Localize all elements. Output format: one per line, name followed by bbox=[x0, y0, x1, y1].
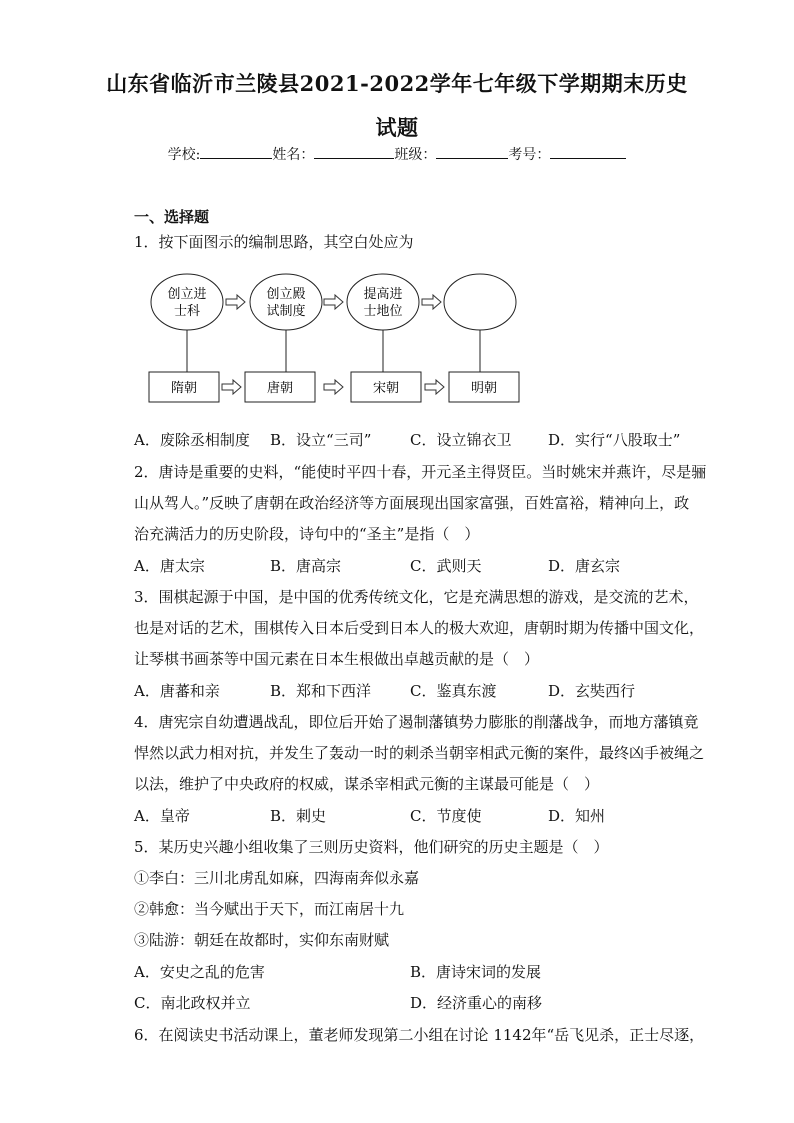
q4-line-2: 悍然以武力相对抗，并发生了轰动一时的刺杀当朝宰相武元衡的案件，最终凶手被绳之 bbox=[134, 744, 705, 762]
q3-option-c[interactable]: C．鉴真东渡 bbox=[410, 682, 497, 700]
q2-option-a[interactable]: A．唐太宗 bbox=[134, 557, 205, 575]
oval-status bbox=[347, 274, 419, 330]
q1-option-d[interactable]: D．实行“八股取士” bbox=[548, 431, 681, 449]
school-blank[interactable] bbox=[200, 144, 272, 159]
q5-option-d[interactable]: D．经济重心的南移 bbox=[410, 994, 543, 1012]
page-title-cont: 试题 bbox=[375, 115, 419, 140]
number-label: 考号： bbox=[508, 147, 551, 163]
section-heading: 一、选择题 bbox=[134, 208, 210, 226]
name-label: 姓名： bbox=[272, 147, 315, 163]
arrow-oval-2 bbox=[324, 295, 343, 309]
q5-source-1: ①李白：三川北虏乱如麻，四海南奔似永嘉 bbox=[134, 869, 420, 887]
q4-option-c[interactable]: C．节度使 bbox=[410, 807, 482, 825]
q2-option-c[interactable]: C．武则天 bbox=[410, 557, 482, 575]
box-song-label: 宋朝 bbox=[372, 381, 400, 396]
q1-option-a[interactable]: A．废除丞相制度 bbox=[134, 431, 250, 449]
oval-jinshi-line1: 创立进 bbox=[167, 287, 207, 302]
arrow-box-1 bbox=[222, 380, 241, 394]
class-label: 班级： bbox=[394, 147, 437, 163]
q3-line-3: 让琴棋书画茶等中国元素在日本生根做出卓越贡献的是（ ） bbox=[134, 650, 540, 668]
school-label: 学校: bbox=[167, 147, 201, 163]
arrow-box-2 bbox=[324, 380, 343, 394]
q2-line-2: 山从驾人。”反映了唐朝在政治经济等方面展现出国家富强，百姓富裕，精神向上，政 bbox=[134, 494, 690, 512]
q4-line-1: 4．唐宪宗自幼遭遇战乱，即位后开始了遏制藩镇势力膨胀的削藩战争，而地方藩镇竟 bbox=[134, 713, 699, 731]
q5-option-a[interactable]: A．安史之乱的危害 bbox=[134, 963, 265, 981]
page-title: 山东省临沂市兰陵县2021-2022学年七年级下学期期末历史 bbox=[106, 71, 688, 96]
q1-option-b[interactable]: B．设立“三司” bbox=[270, 431, 372, 449]
oval-jinshi bbox=[151, 274, 223, 330]
q3-option-b[interactable]: B．郑和下西洋 bbox=[270, 682, 372, 700]
box-sui-label: 隋朝 bbox=[170, 381, 198, 396]
q3-line-1: 3．围棋起源于中国，是中国的优秀传统文化，它是充满思想的游戏，是交流的艺术， bbox=[134, 588, 699, 606]
class-blank[interactable] bbox=[436, 144, 508, 159]
q4-option-b[interactable]: B．刺史 bbox=[270, 807, 327, 825]
oval-dianshi-line1: 创立殿 bbox=[266, 287, 306, 302]
q5-source-2: ②韩愈：当今赋出于天下，而江南居十九 bbox=[134, 900, 405, 918]
oval-dianshi-line2: 试制度 bbox=[266, 304, 306, 319]
q4-line-3: 以法，维护了中央政府的权威，谋杀宰相武元衡的主谋最可能是（ ） bbox=[134, 775, 600, 793]
oval-dianshi bbox=[250, 274, 322, 330]
box-tang-label: 唐朝 bbox=[266, 381, 294, 396]
q3-line-2: 也是对话的艺术，围棋传入日本后受到日本人的极大欢迎，唐朝时期为传播中国文化， bbox=[134, 619, 705, 637]
q2-option-d[interactable]: D．唐玄宗 bbox=[548, 557, 621, 575]
q5-option-b[interactable]: B．唐诗宋词的发展 bbox=[410, 963, 542, 981]
q6-line-1: 6．在阅读史书活动课上，董老师发现第二小组在讨论 1142年“岳飞见杀，正士尽逐， bbox=[134, 1026, 705, 1044]
number-blank[interactable] bbox=[550, 144, 626, 159]
oval-status-line1: 提高进 bbox=[363, 287, 403, 302]
oval-blank bbox=[444, 274, 516, 330]
q5-source-3: ③陆游：朝廷在故都时，实仰东南财赋 bbox=[134, 931, 390, 949]
name-blank[interactable] bbox=[314, 144, 394, 159]
q4-option-d[interactable]: D．知州 bbox=[548, 807, 606, 825]
arrow-box-3 bbox=[425, 380, 444, 394]
q1-stem: 1．按下面图示的编制思路，其空白处应为 bbox=[134, 233, 414, 251]
student-info-row bbox=[0, 144, 794, 164]
q2-line-1: 2．唐诗是重要的史料，“能使时平四十春，开元圣主得贤臣。当时姚宋并燕许，尽是骊 bbox=[134, 463, 707, 481]
q2-line-3: 治充满活力的历史阶段，诗句中的“圣主”是指（ ） bbox=[134, 525, 480, 543]
oval-jinshi-line2: 士科 bbox=[173, 304, 201, 319]
q5-option-c[interactable]: C．南北政权并立 bbox=[134, 994, 251, 1012]
q3-option-d[interactable]: D．玄奘西行 bbox=[548, 682, 636, 700]
q2-option-b[interactable]: B．唐高宗 bbox=[270, 557, 342, 575]
q3-option-a[interactable]: A．唐蕃和亲 bbox=[134, 682, 220, 700]
q1-diagram bbox=[140, 272, 540, 412]
oval-status-line2: 士地位 bbox=[363, 304, 403, 319]
q1-option-c[interactable]: C．设立锦衣卫 bbox=[410, 431, 512, 449]
q5-stem: 5．某历史兴趣小组收集了三则历史资料，他们研究的历史主题是（ ） bbox=[134, 838, 609, 856]
q4-option-a[interactable]: A．皇帝 bbox=[134, 807, 190, 825]
arrow-oval-3 bbox=[422, 295, 441, 309]
arrow-oval-1 bbox=[226, 295, 245, 309]
box-ming-label: 明朝 bbox=[470, 381, 498, 396]
